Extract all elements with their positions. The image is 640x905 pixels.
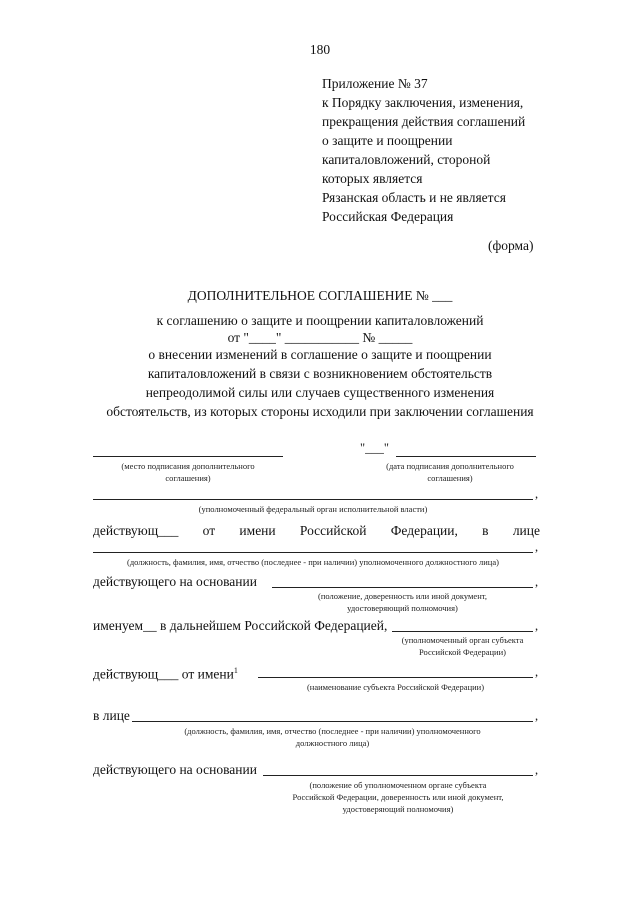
- caption-line: удостоверяющий полномочия): [347, 603, 458, 613]
- caption-line: (положение об уполномоченном органе субъекта: [309, 780, 487, 790]
- basis-label: действующего на основании: [93, 574, 257, 589]
- person-line: [93, 552, 533, 553]
- caption-line: удостоверяющий полномочия): [342, 804, 454, 814]
- date-caption: [360, 460, 540, 484]
- date-signing-line: [396, 456, 536, 457]
- form-label: (форма): [488, 238, 534, 253]
- subject-name-caption: (наименование субъекта Российской Федерации): [306, 682, 485, 692]
- person-caption: (должность, фамилия, имя, отчество (последнее - при наличии) уполномоченного должностного лица): [127, 557, 499, 567]
- basis2-caption: [263, 779, 533, 815]
- caption-line: (уполномоченный орган субъекта: [401, 635, 524, 645]
- acting-name-label: [93, 661, 238, 684]
- acting-word: Российской: [299, 523, 367, 538]
- caption-line: должностного лица): [295, 738, 370, 748]
- date-quotes: "___": [360, 441, 389, 455]
- comma: ,: [535, 665, 539, 679]
- purpose-line: непреодолимой силы или случаев существенного изменения: [145, 385, 495, 400]
- page-number: 180: [309, 42, 331, 57]
- appendix-line: которых является: [322, 171, 423, 186]
- caption-line: (должность, фамилия, имя, отчество (последнее - при наличии) уполномоченного: [184, 726, 481, 736]
- appendix-line: Российская Федерация: [322, 209, 454, 224]
- acting-name-text: действующ___ от имени: [93, 666, 234, 682]
- comma: ,: [535, 487, 539, 501]
- acting-word: Федерации,: [390, 523, 458, 538]
- caption-line: Российской Федерации): [419, 647, 506, 657]
- person2-line: [132, 721, 533, 722]
- appendix-line: прекращения действия соглашений: [322, 114, 526, 129]
- person2-caption: [132, 725, 533, 749]
- basis-caption: [272, 590, 533, 614]
- agreement-date-number: от "____" ___________ № _____: [227, 330, 413, 345]
- caption-line: соглашения): [165, 473, 211, 483]
- acting-word: лице: [512, 523, 540, 538]
- subject-body-caption: [392, 634, 533, 658]
- person2-label: в лице: [93, 708, 130, 723]
- acting-row: [93, 521, 540, 540]
- appendix-line: к Порядку заключения, изменения,: [322, 95, 524, 110]
- agreement-purpose: [70, 345, 570, 421]
- fed-body-caption: (уполномоченный федеральный орган исполнительной власти): [198, 504, 428, 514]
- appendix-line: капиталовложений, стороной: [322, 152, 491, 167]
- caption-line: (положение, доверенность или иной документ,: [318, 591, 487, 601]
- agreement-subtitle: к соглашению о защите и поощрении капиталовложений: [156, 313, 484, 328]
- caption-line: Российской Федерации, доверенность или иной документ,: [292, 792, 504, 802]
- subject-name-line: [258, 677, 533, 678]
- named-label: именуем__ в дальнейшем Российской Федерацией,: [93, 618, 388, 633]
- footnote-mark: 1: [233, 666, 238, 675]
- acting-word: от: [202, 523, 216, 538]
- basis2-line: [263, 775, 533, 776]
- appendix-line: о защите и поощрении: [322, 133, 453, 148]
- comma: ,: [535, 619, 539, 633]
- appendix-line: Приложение № 37: [322, 76, 428, 91]
- acting-word: имени: [239, 523, 276, 538]
- purpose-line: капиталовложений в связи с возникновением обстоятельств: [147, 366, 493, 381]
- comma: ,: [535, 540, 539, 554]
- caption-line: (место подписания дополнительного: [121, 461, 255, 471]
- acting-word: действующ___: [93, 523, 179, 538]
- fed-body-line: [93, 499, 533, 500]
- basis-line: [272, 587, 533, 588]
- place-caption: [93, 460, 283, 484]
- comma: ,: [535, 709, 539, 723]
- acting-word: в: [482, 523, 489, 538]
- comma: ,: [535, 575, 539, 589]
- purpose-line: обстоятельств, из которых стороны исходили при заключении соглашения: [106, 404, 534, 419]
- appendix-block: [322, 74, 562, 226]
- agreement-title: ДОПОЛНИТЕЛЬНОЕ СОГЛАШЕНИЕ № ___: [187, 288, 453, 303]
- caption-line: соглашения): [427, 473, 473, 483]
- appendix-line: Рязанская область и не является: [322, 190, 506, 205]
- caption-line: (дата подписания дополнительного: [386, 461, 514, 471]
- comma: ,: [535, 763, 539, 777]
- subject-body-line: [392, 631, 533, 632]
- purpose-line: о внесении изменений в соглашение о защите и поощрении: [148, 347, 492, 362]
- place-signing-line: [93, 456, 283, 457]
- basis2-label: действующего на основании: [93, 762, 257, 777]
